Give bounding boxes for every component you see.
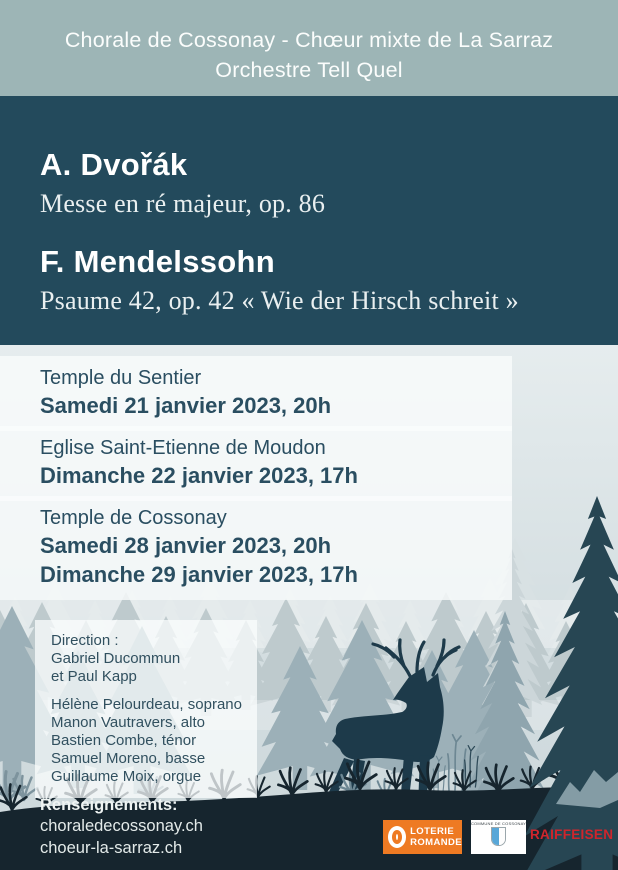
program-section <box>0 96 618 345</box>
event-date: Samedi 21 janvier 2023, 20h <box>40 393 332 418</box>
composer-name-1: A. Dvořák <box>40 147 188 182</box>
work-title-2: Psaume 42, op. 42 « Wie der Hirsch schreit » <box>40 286 519 315</box>
composer-name-2: F. Mendelssohn <box>40 244 276 279</box>
event-panel-3 <box>0 496 512 600</box>
event-venue: Eglise Saint-Etienne de Moudon <box>40 437 326 459</box>
header-line-2: Orchestre Tell Quel <box>215 58 403 82</box>
soloist-line: Hélène Pelourdeau, soprano <box>51 696 242 713</box>
event-panel-1 <box>0 356 512 431</box>
event-panel-2 <box>0 426 512 501</box>
work-title-1: Messe en ré majeur, op. 86 <box>40 189 326 218</box>
loterie-wordmark-line2: ROMANDE <box>410 837 462 848</box>
event-date: Dimanche 22 janvier 2023, 17h <box>40 463 358 488</box>
soloist-line: Samuel Moreno, basse <box>51 750 206 767</box>
loterie-wordmark-line1: LOTERIE <box>410 826 455 837</box>
credits-panel <box>35 620 257 798</box>
direction-label: Direction : <box>51 632 119 649</box>
event-venue: Temple du Sentier <box>40 367 202 389</box>
direction-line: et Paul Kapp <box>51 668 137 685</box>
direction-line: Gabriel Ducommun <box>51 650 181 667</box>
info-label: Renseignements: <box>40 796 178 814</box>
soloist-line: Bastien Combe, ténor <box>51 732 197 749</box>
event-date: Dimanche 29 janvier 2023, 17h <box>40 562 358 587</box>
website-url-1: choraledecossonay.ch <box>40 817 203 835</box>
soloist-line: Guillaume Moix, orgue <box>51 768 202 785</box>
soloist-line: Manon Vautravers, alto <box>51 714 205 731</box>
header-band <box>0 0 618 96</box>
footer-info <box>40 794 203 859</box>
website-url-2: choeur-la-sarraz.ch <box>40 838 183 857</box>
header-line-1: Chorale de Cossonay - Chœur mixte de La Sarraz <box>64 28 554 52</box>
sponsor-raiffeisen: RAIFFEISEN <box>530 827 614 842</box>
event-venue: Temple de Cossonay <box>40 507 227 529</box>
cossonay-label: COMMUNE DE COSSONAY <box>470 821 527 826</box>
event-date: Samedi 28 janvier 2023, 20h <box>40 533 332 558</box>
